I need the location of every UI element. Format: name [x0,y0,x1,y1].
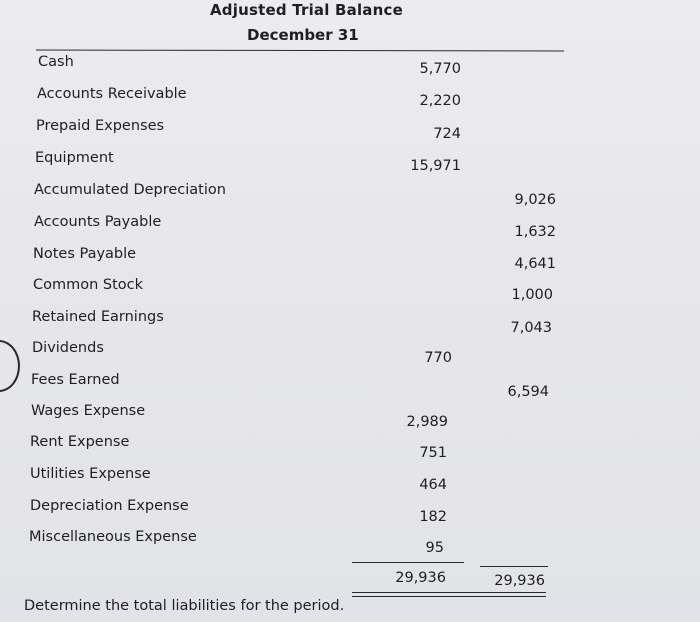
totals-row [0,570,700,590]
account-name: Fees Earned [31,372,120,388]
total-double-rule [352,592,546,597]
credit-amount: 1,000 [511,287,553,303]
credit-amount: 9,026 [514,192,556,208]
account-row [0,372,700,400]
debit-amount: 464 [419,477,447,493]
debit-amount: 15,971 [410,158,461,174]
account-name: Cash [38,54,74,70]
debit-amount: 95 [425,540,444,556]
debit-amount: 751 [419,445,447,461]
account-name: Miscellaneous Expense [29,529,197,545]
credit-amount: 6,594 [507,384,549,400]
account-name: Utilities Expense [30,466,151,482]
account-name: Depreciation Expense [30,498,189,514]
account-row [0,529,700,556]
account-name: Wages Expense [31,403,146,419]
account-name: Common Stock [33,277,144,293]
account-row [0,246,700,272]
account-row [0,54,700,77]
credit-amount: 4,641 [514,256,556,272]
account-name: Accounts Receivable [37,86,187,102]
debit-amount: 724 [433,126,461,142]
question-text: Determine the total liabilities for the period. [24,598,345,614]
debit-sum-rule [352,562,464,563]
account-name: Equipment [35,150,114,166]
account-row [0,309,700,336]
account-name: Notes Payable [33,246,137,262]
statement-title: Adjusted Trial Balance [210,1,403,19]
account-name: Accumulated Depreciation [34,182,226,198]
total-debit: 29,936 [395,570,446,586]
statement-date: December 31 [247,26,359,44]
account-row [0,403,700,430]
header-rule [36,50,564,52]
account-name: Rent Expense [30,434,130,450]
account-row [0,86,700,109]
account-row [0,434,700,461]
account-name: Accounts Payable [34,214,162,230]
debit-amount: 182 [419,509,447,525]
account-row [0,150,700,174]
account-row [0,118,700,142]
debit-amount: 2,989 [406,414,448,430]
account-row [0,466,700,493]
total-credit: 29,936 [494,573,545,589]
debit-amount: 770 [424,350,452,366]
debit-amount: 5,770 [419,61,461,77]
credit-sum-rule [480,566,548,567]
account-row [0,182,700,208]
debit-amount: 2,220 [419,93,461,109]
credit-amount: 1,632 [514,224,556,240]
account-row [0,277,700,303]
credit-amount: 7,043 [510,320,552,336]
account-row [0,214,700,240]
account-row [0,340,700,366]
account-name: Dividends [32,340,104,356]
account-name: Prepaid Expenses [36,118,165,134]
account-row [0,498,700,525]
account-name: Retained Earnings [32,309,164,325]
